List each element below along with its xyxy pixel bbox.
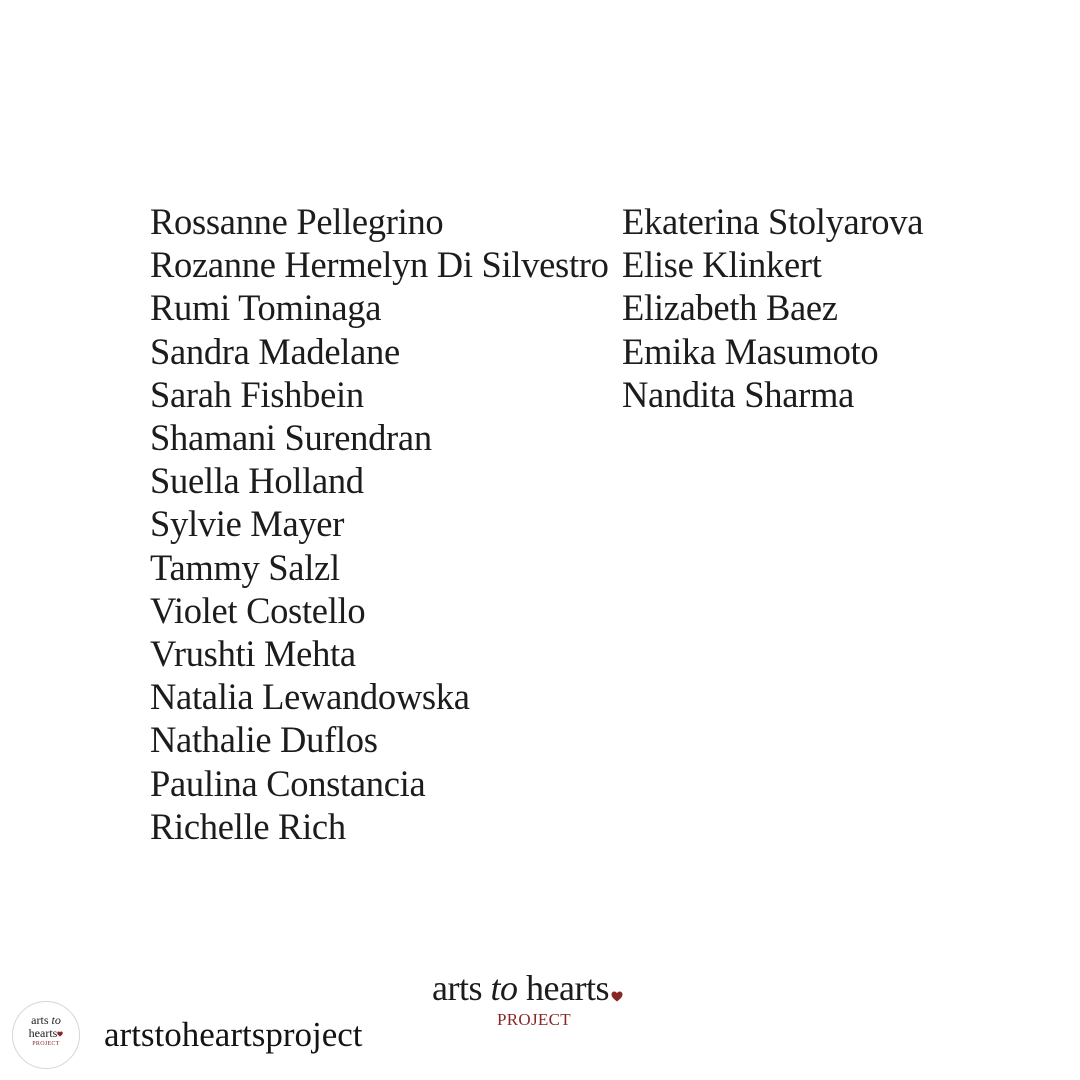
heart-icon <box>57 1031 63 1037</box>
name-item: Sandra Madelane <box>150 330 400 372</box>
name-item: Violet Costello <box>150 589 366 631</box>
name-item: Nathalie Duflos <box>150 719 378 761</box>
heart-icon <box>611 970 623 1010</box>
name-item: Elise Klinkert <box>622 244 822 286</box>
brand-subtitle: PROJECT <box>497 1010 571 1029</box>
name-item: Elizabeth Baez <box>622 287 838 329</box>
brand-word-hearts: hearts <box>526 968 609 1008</box>
name-item: Ekaterina Stolyarova <box>622 201 924 242</box>
name-item: Natalia Lewandowska <box>150 676 470 718</box>
name-item: Sylvie Mayer <box>150 503 345 545</box>
avatar[interactable] <box>12 1001 80 1069</box>
account-handle[interactable]: artstoheartsproject <box>104 1015 363 1054</box>
name-item: Vrushti Mehta <box>150 633 356 675</box>
name-item: Shamani Surendran <box>150 417 432 459</box>
name-item: Suella Holland <box>150 460 364 502</box>
name-item: Tammy Salzl <box>150 546 340 588</box>
avatar-subtitle: PROJECT <box>32 1041 60 1047</box>
name-item: Paulina Constancia <box>150 762 426 804</box>
names-right-column <box>622 200 923 416</box>
name-item: Emika Masumoto <box>622 330 879 372</box>
name-item: Rozanne Hermelyn Di Silvestro <box>150 244 609 286</box>
avatar-line-2: hearts <box>13 1027 79 1040</box>
name-item: Nandita Sharma <box>622 373 854 415</box>
brand-logo <box>432 968 652 1029</box>
name-item: Rumi Tominaga <box>150 287 382 329</box>
names-left-column <box>150 200 609 848</box>
brand-wordmark <box>432 968 652 1010</box>
brand-word-to: to <box>490 968 518 1008</box>
name-item: Sarah Fishbein <box>150 373 364 415</box>
name-item: Rossanne Pellegrino <box>150 201 444 242</box>
brand-word-arts: arts <box>432 968 482 1008</box>
avatar-line-1: arts to <box>31 1013 61 1027</box>
name-item: Richelle Rich <box>150 805 346 847</box>
